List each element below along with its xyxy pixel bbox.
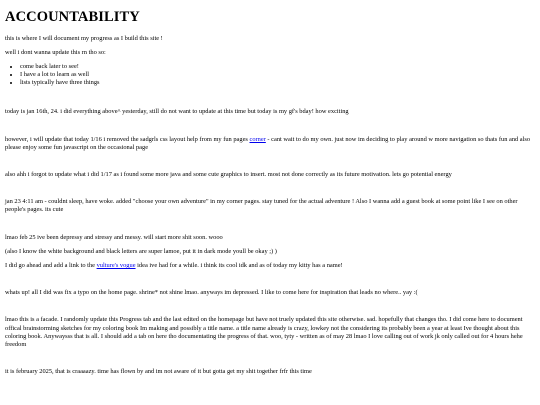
entry-vultures-vogue <box>5 262 535 270</box>
entry-jan23: jan 23 4:11 am - couldnt sleep, have woke. added "choose your own adventure" in my corner pages. stay tuned for the actual adventure ! Also I wanna add a guest book at some point like I see on other people's pages. its cute <box>5 198 518 214</box>
entry-update-text-a: however, i will update that today 1/16 i removed the sadgrls css layout help from my fun pages <box>5 135 250 143</box>
list-item: • lists typically have three things <box>20 79 535 87</box>
entry-dark-mode: (also I know the white background and black letters are super lamoe, put it in dark mode youll be okay ;) ) <box>5 247 277 255</box>
entry-feb2025: it is february 2025, that is craaaazy. time has flown by and im not aware of it but gotta get my shit together frfr this time <box>5 368 312 376</box>
entry-facade: lmao this is a facade. I randomly update this Progress tab and the last edited on the homepage but have not truely updated this site otherwise. sad. hopefully that changes tho. I did come here to document offical brainstorming sketches for my coloring book Im making and possibly a title name. a title name already is crazy, lowkey not the considering its probably been a year at least Ive thought about this coloring book. Anywaysss that is all. I should add a tab on here tho documentating the progress of that. woo, tyty - written as of may 28 lmao I love calling out of work jk only called out for 4 hours hehe freedom <box>5 316 523 348</box>
page-title: ACCOUNTABILITY <box>5 9 140 25</box>
reasons-list <box>5 63 535 88</box>
update-note: well i dont wanna update this rn tho so: <box>5 48 106 56</box>
entry-feb25: lmao feb 25 ive been depressy and stressy and messy. will start more shit soon. wooo <box>5 233 223 241</box>
list-item: • I have a lot to learn as well <box>20 71 535 79</box>
entry-update <box>5 136 535 152</box>
entry-typo: whats up! all I did was fix a typo on the home page. shrine* not shine lmao. anyways im depressed. I like to come here for inspiration that leads no where.. yay :( <box>5 289 418 297</box>
entry-update-text-b: - cant wait to do my own. just now im deciding to play around w more navigation so thats fun and also please enjoy some fun javascript on the occasional page <box>5 135 531 151</box>
entry-jan16: today is jan 16th, 24. i did everything above^ yesterday, still do not want to update at this time but today is my gf's bday! how exciting <box>5 108 349 116</box>
list-item: • come back later to see! <box>20 63 535 71</box>
entry-jan17: also ahh i forgot to update what i did 1/17 as i found some more java and some cute graphics to insert. most not done correctly as its future motivation. lets go potential energy <box>5 171 452 179</box>
entry-link-text-b: idea ive had for a while. i think its cool idk and as of today my kitty has a name! <box>135 261 343 269</box>
corner-link[interactable]: corner <box>249 135 266 143</box>
vultures-vogue-link[interactable]: vulture's vogue <box>96 261 136 269</box>
entry-link-text-a: I did go ahead and add a link to the <box>5 261 97 269</box>
intro-text: this is where I will document my progress as I build this site ! <box>5 34 163 42</box>
